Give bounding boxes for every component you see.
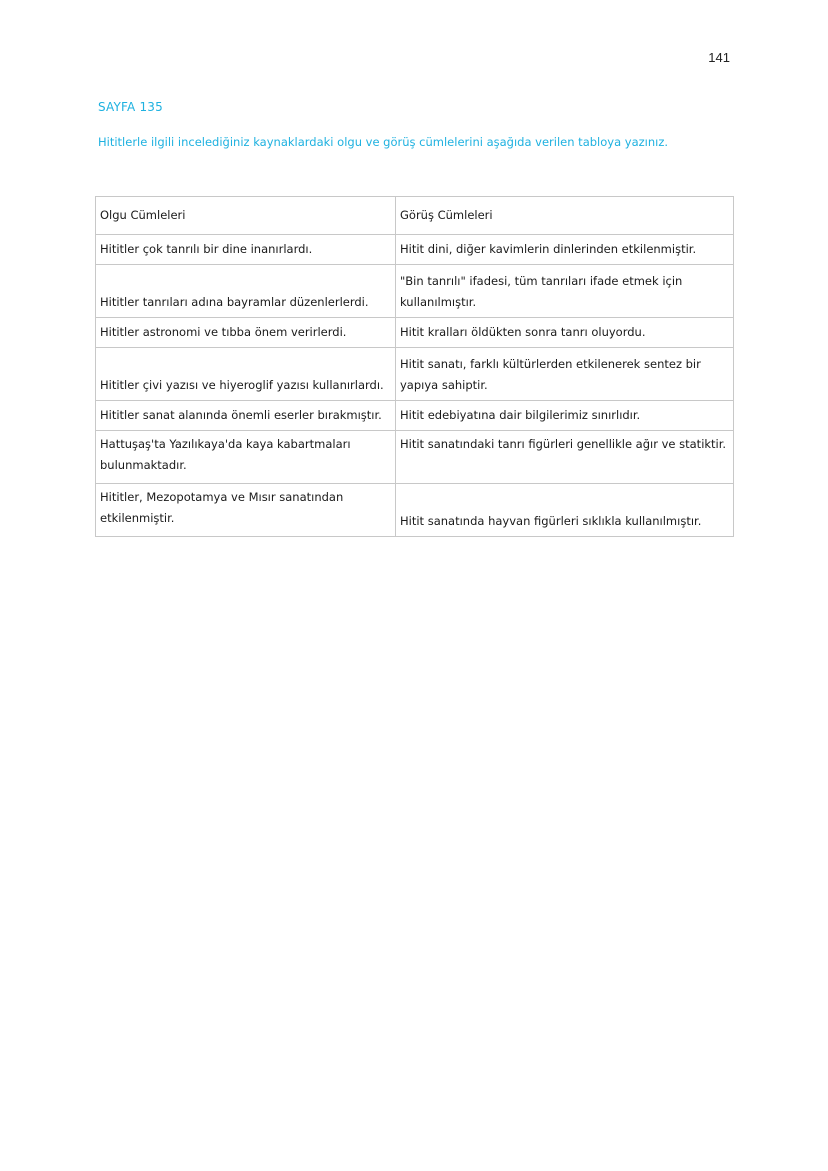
table-row [96,318,734,348]
opinion-cell: Hitit sanatında hayvan figürleri sıklıkla kullanılmıştır. [396,484,734,537]
opinion-column-header: Görüş Cümleleri [396,197,734,235]
table-row [96,348,734,401]
fact-cell: Hititler çok tanrılı bir dine inanırlardı. [96,235,396,265]
opinion-cell: "Bin tanrılı" ifadesi, tüm tanrıları ifade etmek için kullanılmıştır. [396,265,734,318]
section-heading: SAYFA 135 [98,100,163,114]
fact-cell: Hititler çivi yazısı ve hiyeroglif yazısı kullanırlardı. [96,348,396,401]
table-row [96,401,734,431]
fact-cell: Hititler, Mezopotamya ve Mısır sanatından etkilenmiştir. [96,484,396,537]
page-number: 141 [708,50,730,65]
opinion-cell: Hitit dini, diğer kavimlerin dinlerinden etkilenmiştir. [396,235,734,265]
table-row [96,235,734,265]
fact-cell: Hititler sanat alanında önemli eserler bırakmıştır. [96,401,396,431]
table-row [96,484,734,537]
fact-cell: Hititler astronomi ve tıbba önem verirlerdi. [96,318,396,348]
table-row [96,431,734,484]
opinion-cell: Hitit sanatındaki tanrı figürleri genellikle ağır ve statiktir. [396,431,734,484]
table-header-row [96,197,734,235]
fact-cell: Hattuşaş'ta Yazılıkaya'da kaya kabartmaları bulunmaktadır. [96,431,396,484]
fact-opinion-table [95,196,734,537]
opinion-cell: Hitit edebiyatına dair bilgilerimiz sınırlıdır. [396,401,734,431]
table-row [96,265,734,318]
instruction-text: Hititlerle ilgili incelediğiniz kaynaklardaki olgu ve görüş cümlelerini aşağıda verilen tabloya yazınız. [98,135,669,149]
fact-cell: Hititler tanrıları adına bayramlar düzenlerlerdi. [96,265,396,318]
opinion-cell: Hitit kralları öldükten sonra tanrı oluyordu. [396,318,734,348]
opinion-cell: Hitit sanatı, farklı kültürlerden etkilenerek sentez bir yapıya sahiptir. [396,348,734,401]
fact-column-header: Olgu Cümleleri [96,197,396,235]
